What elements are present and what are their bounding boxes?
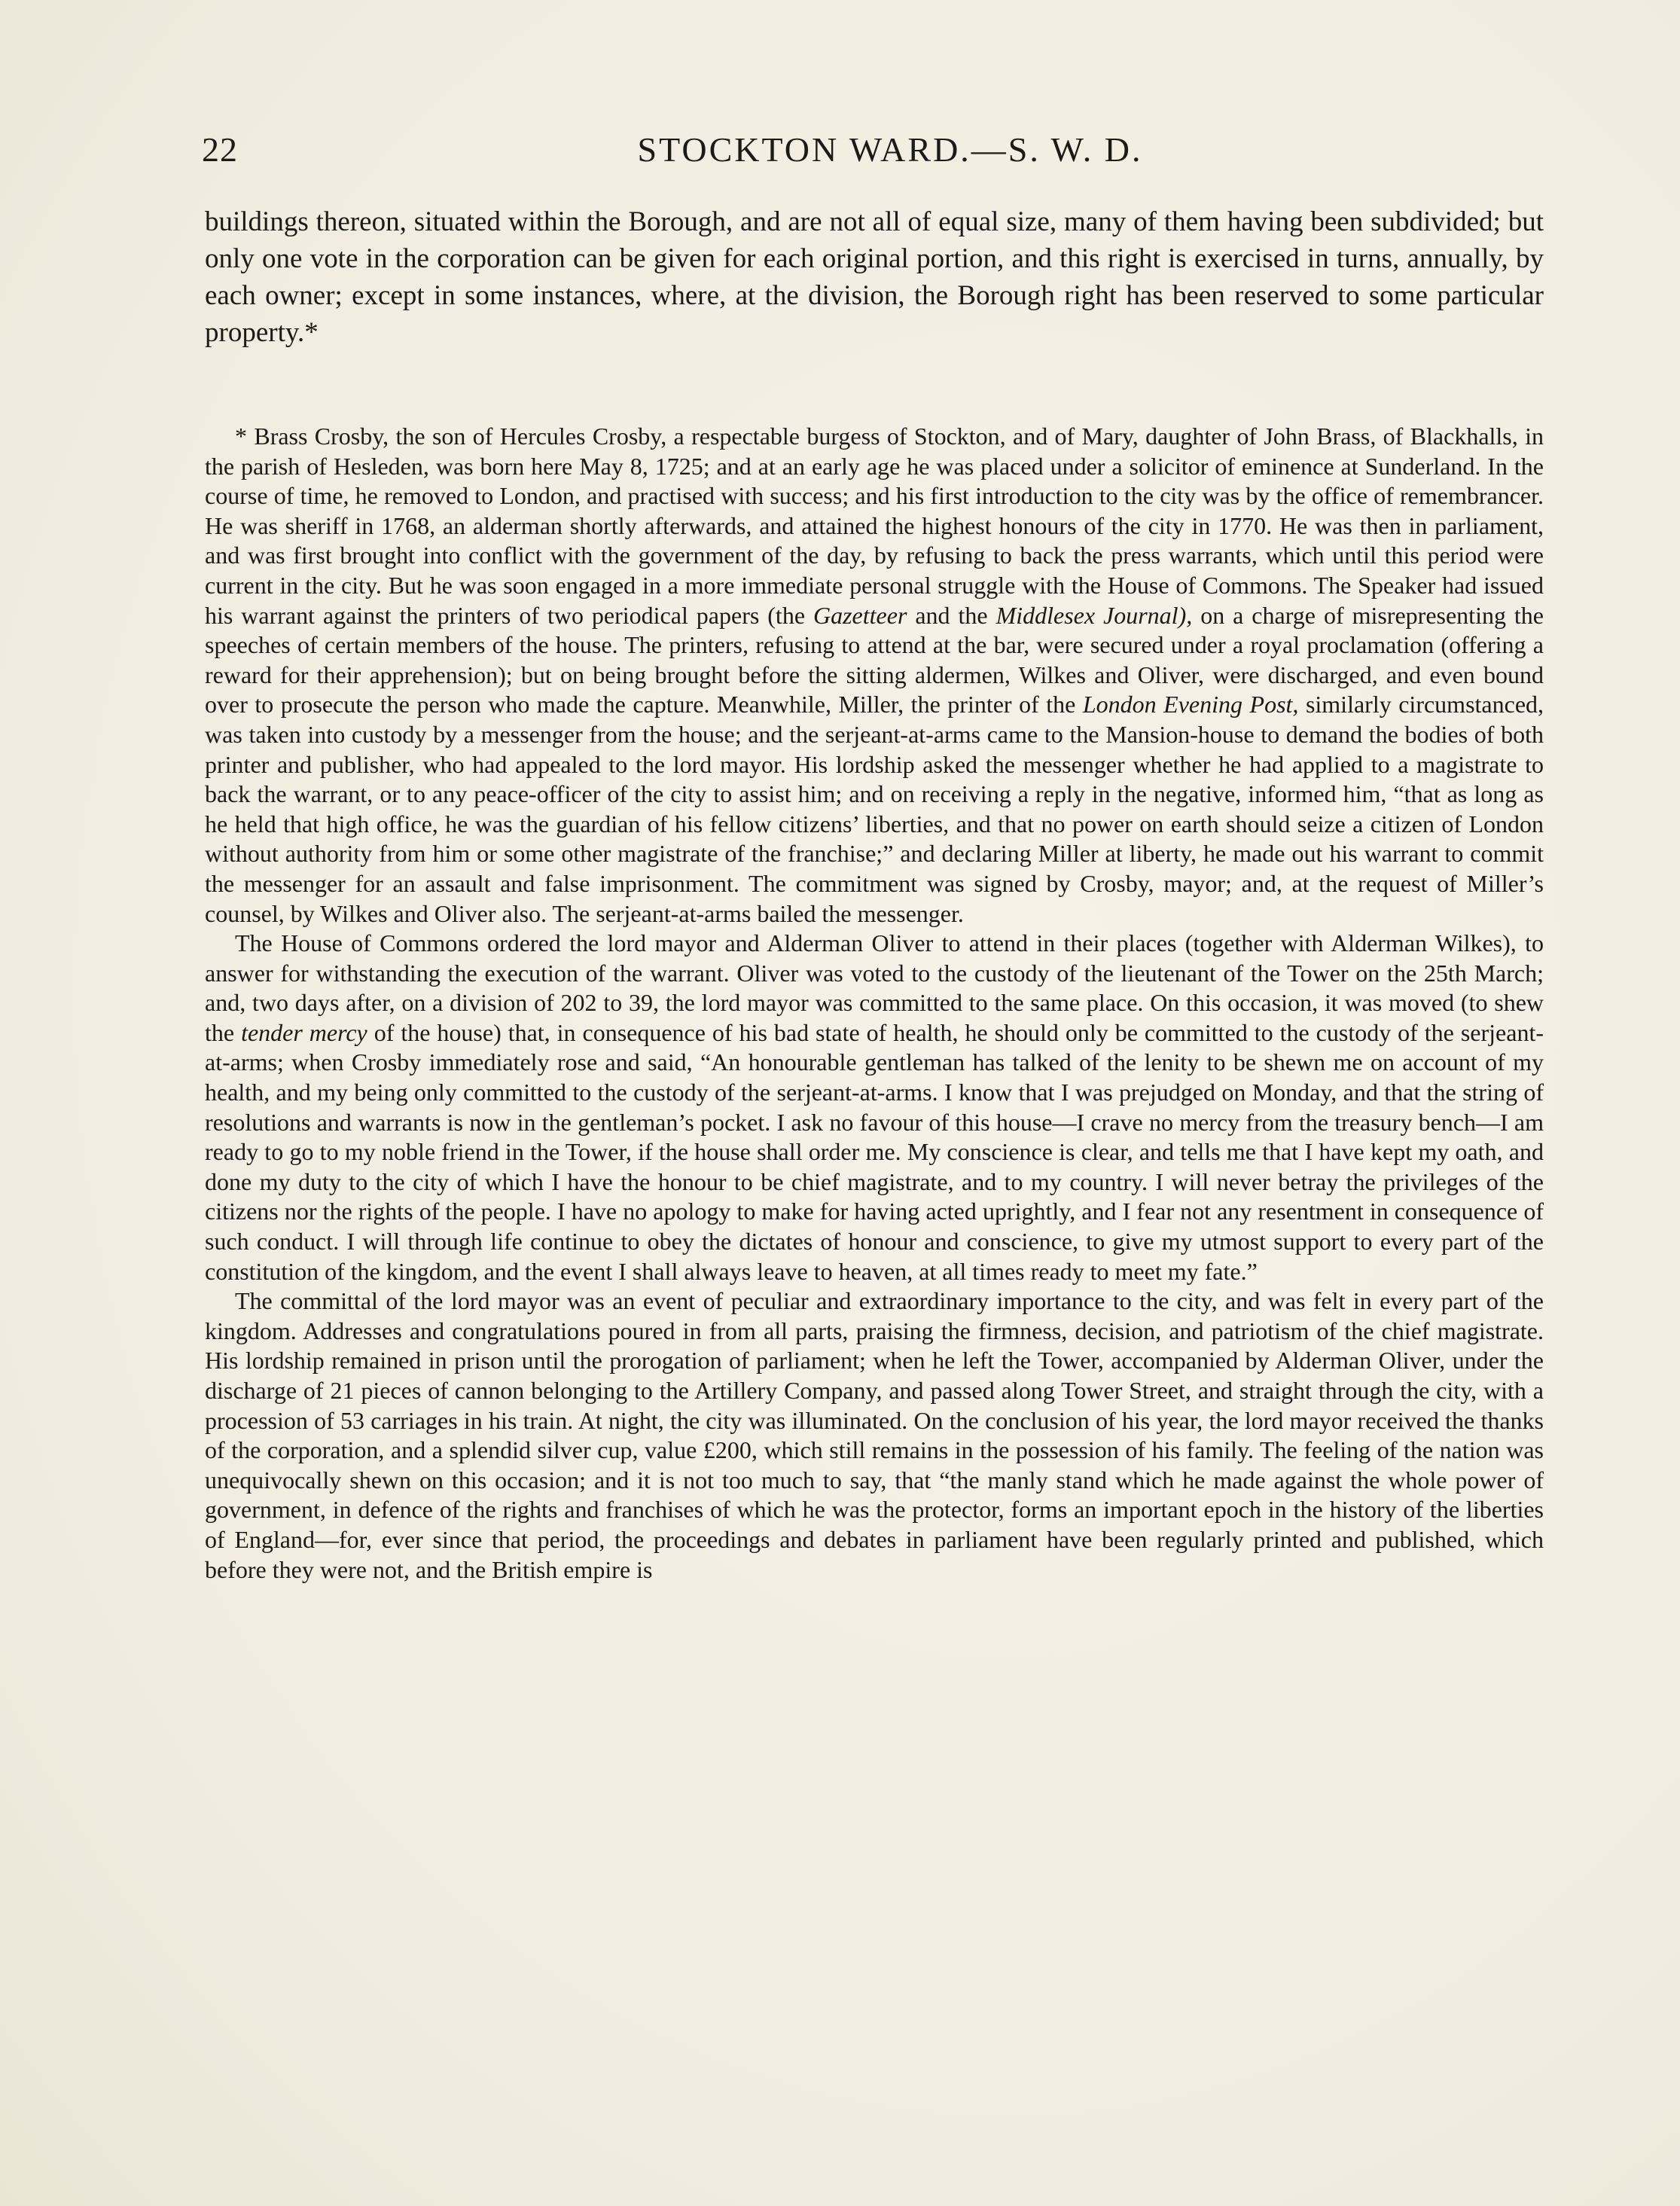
footnote-paragraph-3: The committal of the lord mayor was an event of peculiar and extraordinary importance to the city, and was felt in every part of the kingdom. Addresses and congratulations poured in from all parts, praising the firmness, decision, and patriotism of the chief magistrate. His lordship remained in prison until the prorogation of parliament; when he left the Tower, accompanied by Alderman Oliver, under the discharge of 21 pieces of cannon belonging to the Artillery Company, and passed along Tower Street, and straight through the city, with a procession of 53 carriages in his train. At night, the city was illuminated. On the conclusion of his year, the lord mayor received the thanks of the corporation, and a splendid silver cup, value £200, which still remains in the possession of his family. The feeling of the nation was unequivocally shewn on this occasion; and it is not too much to say, that “the manly stand which he made against the whole power of government, in defence of the rights and franchises of which he was the protector, forms an important epoch in the history of the liberties of England—for, ever since that period, the proceedings and debates in parliament have been regularly printed and published, which before they were not, and the British empire is — [205, 1287, 1544, 1583]
page-number: 22 — [202, 130, 238, 169]
page-header-title: STOCKTON WARD.—S. W. D. — [637, 130, 1143, 169]
main-paragraph: buildings thereon, situated within the Borough, and are not all of equal size, many of them having been subdivided; but only one vote in the corporation can be given for each original portion, and this right is exercised in turns, annually, by each owner; except in some instances, where, at the division, the Borough right has been reserved to some particular property.* — [205, 206, 1544, 348]
footnote-p1-middlesex-journal: Middlesex Journal), — [995, 601, 1193, 629]
footnote-p1-text-4: similarly circumstanced, was taken into custody by a messenger from the house; and the serjeant-at-arms came to the Mansion-house to demand the bodies of both printer and publisher, who had appealed to the lord mayor. His lordship asked the messenger whether he had applied to a magistrate to back the warrant, or to any peace-officer of the city to assist him; and on receiving a reply in the negative, informed him, “that as long as he held that high office, he was the guardian of his fellow citizens’ liberties, and that no power on earth should seize a citizen of London without authority from him or some other magistrate of the franchise;” and declaring Miller at liberty, he made out his warrant to commit the messenger for an assault and false imprisonment. The commitment was signed by Crosby, mayor; and, at the request of Miller’s counsel, by Wilkes and Oliver also. The serjeant-at-arms bailed the messenger. — [205, 691, 1544, 927]
running-head — [202, 130, 1548, 175]
footnote-paragraph-1 — [205, 422, 1544, 929]
footnote-p2-text-1: The House of Commons ordered the lord mayor and Alderman Oliver to attend in their places (together with Alderman Wilkes), to answer for withstanding the execution of the warrant. Oliver was voted to the custody of the lieutenant of the Tower on the 25th March; and, two days after, on a division of 202 to 39, the lord mayor was committed to the same place. On this occasion, it was moved (to shew the — [205, 929, 1544, 1046]
footnote-p1-text-2: and the — [907, 601, 996, 629]
footnote-p2-text-2: of the house) that, in consequence of his bad state of health, he should only be committed to the custody of the serjeant-at-arms; when Crosby immediately rose and said, “An honourable gentleman has talked of the lenity to be shewn me on account of my health, and my being only committed to the custody of the serjeant-at-arms. I know that I was prejudged on Monday, and that the string of resolutions and warrants is now in the gentleman’s pocket. I ask no favour of this house—I crave no mercy from the treasury bench—I am ready to go to my noble friend in the Tower, if the house shall order me. My conscience is clear, and tells me that I have kept my oath, and done my duty to the city of which I have the honour to be chief magistrate, and to my country. I will never betray the privileges of the citizens nor the rights of the people. I have no apology to make for having acted uprightly, and I fear not any resentment in consequence of such conduct. I will through life continue to obey the dictates of honour and conscience, to give my utmost support to every part of the constitution of the kingdom, and the event I shall always leave to heaven, at all times ready to meet my fate.” — [205, 1018, 1544, 1285]
footnote-p1-text-1: * Brass Crosby, the son of Hercules Crosby, a respectable burgess of Stockton, and of Mary, daughter of John Brass, of Blackhalls, in the parish of Hesleden, was born here May 8, 1725; and at an early age he was placed under a solicitor of eminence at Sunderland. In the course of time, he removed to London, and practised with success; and his first introduction to the city was by the office of remembrancer. He was sheriff in 1768, an alderman shortly afterwards, and attained the highest honours of the city in 1770. He was then in parliament, and was first brought into conflict with the government of the day, by refusing to back the press warrants, which until this period were current in the city. But he was soon engaged in a more immediate personal struggle with the House of Commons. The Speaker had issued his warrant against the printers of two periodical papers (the — [205, 423, 1544, 629]
footnote-p2-tender-mercy: tender mercy — [241, 1018, 367, 1046]
footnote-p1-gazetteer: Gazetteer — [813, 601, 907, 629]
footnote — [205, 422, 1544, 1585]
footnote-p1-text-3: on a charge of misrepresenting the speeches of certain members of the house. The printers, refusing to attend at the bar, were secured under a royal proclamation (offering a reward for their apprehension); but on being brought before the sitting aldermen, Wilkes and Oliver, were discharged, and even bound over to prosecute the person who made the capture. Meanwhile, Miller, the printer of the — [205, 601, 1544, 719]
footnote-p1-london-evening-post: London Evening Post, — [1082, 691, 1299, 719]
footnote-paragraph-2 — [205, 929, 1544, 1286]
